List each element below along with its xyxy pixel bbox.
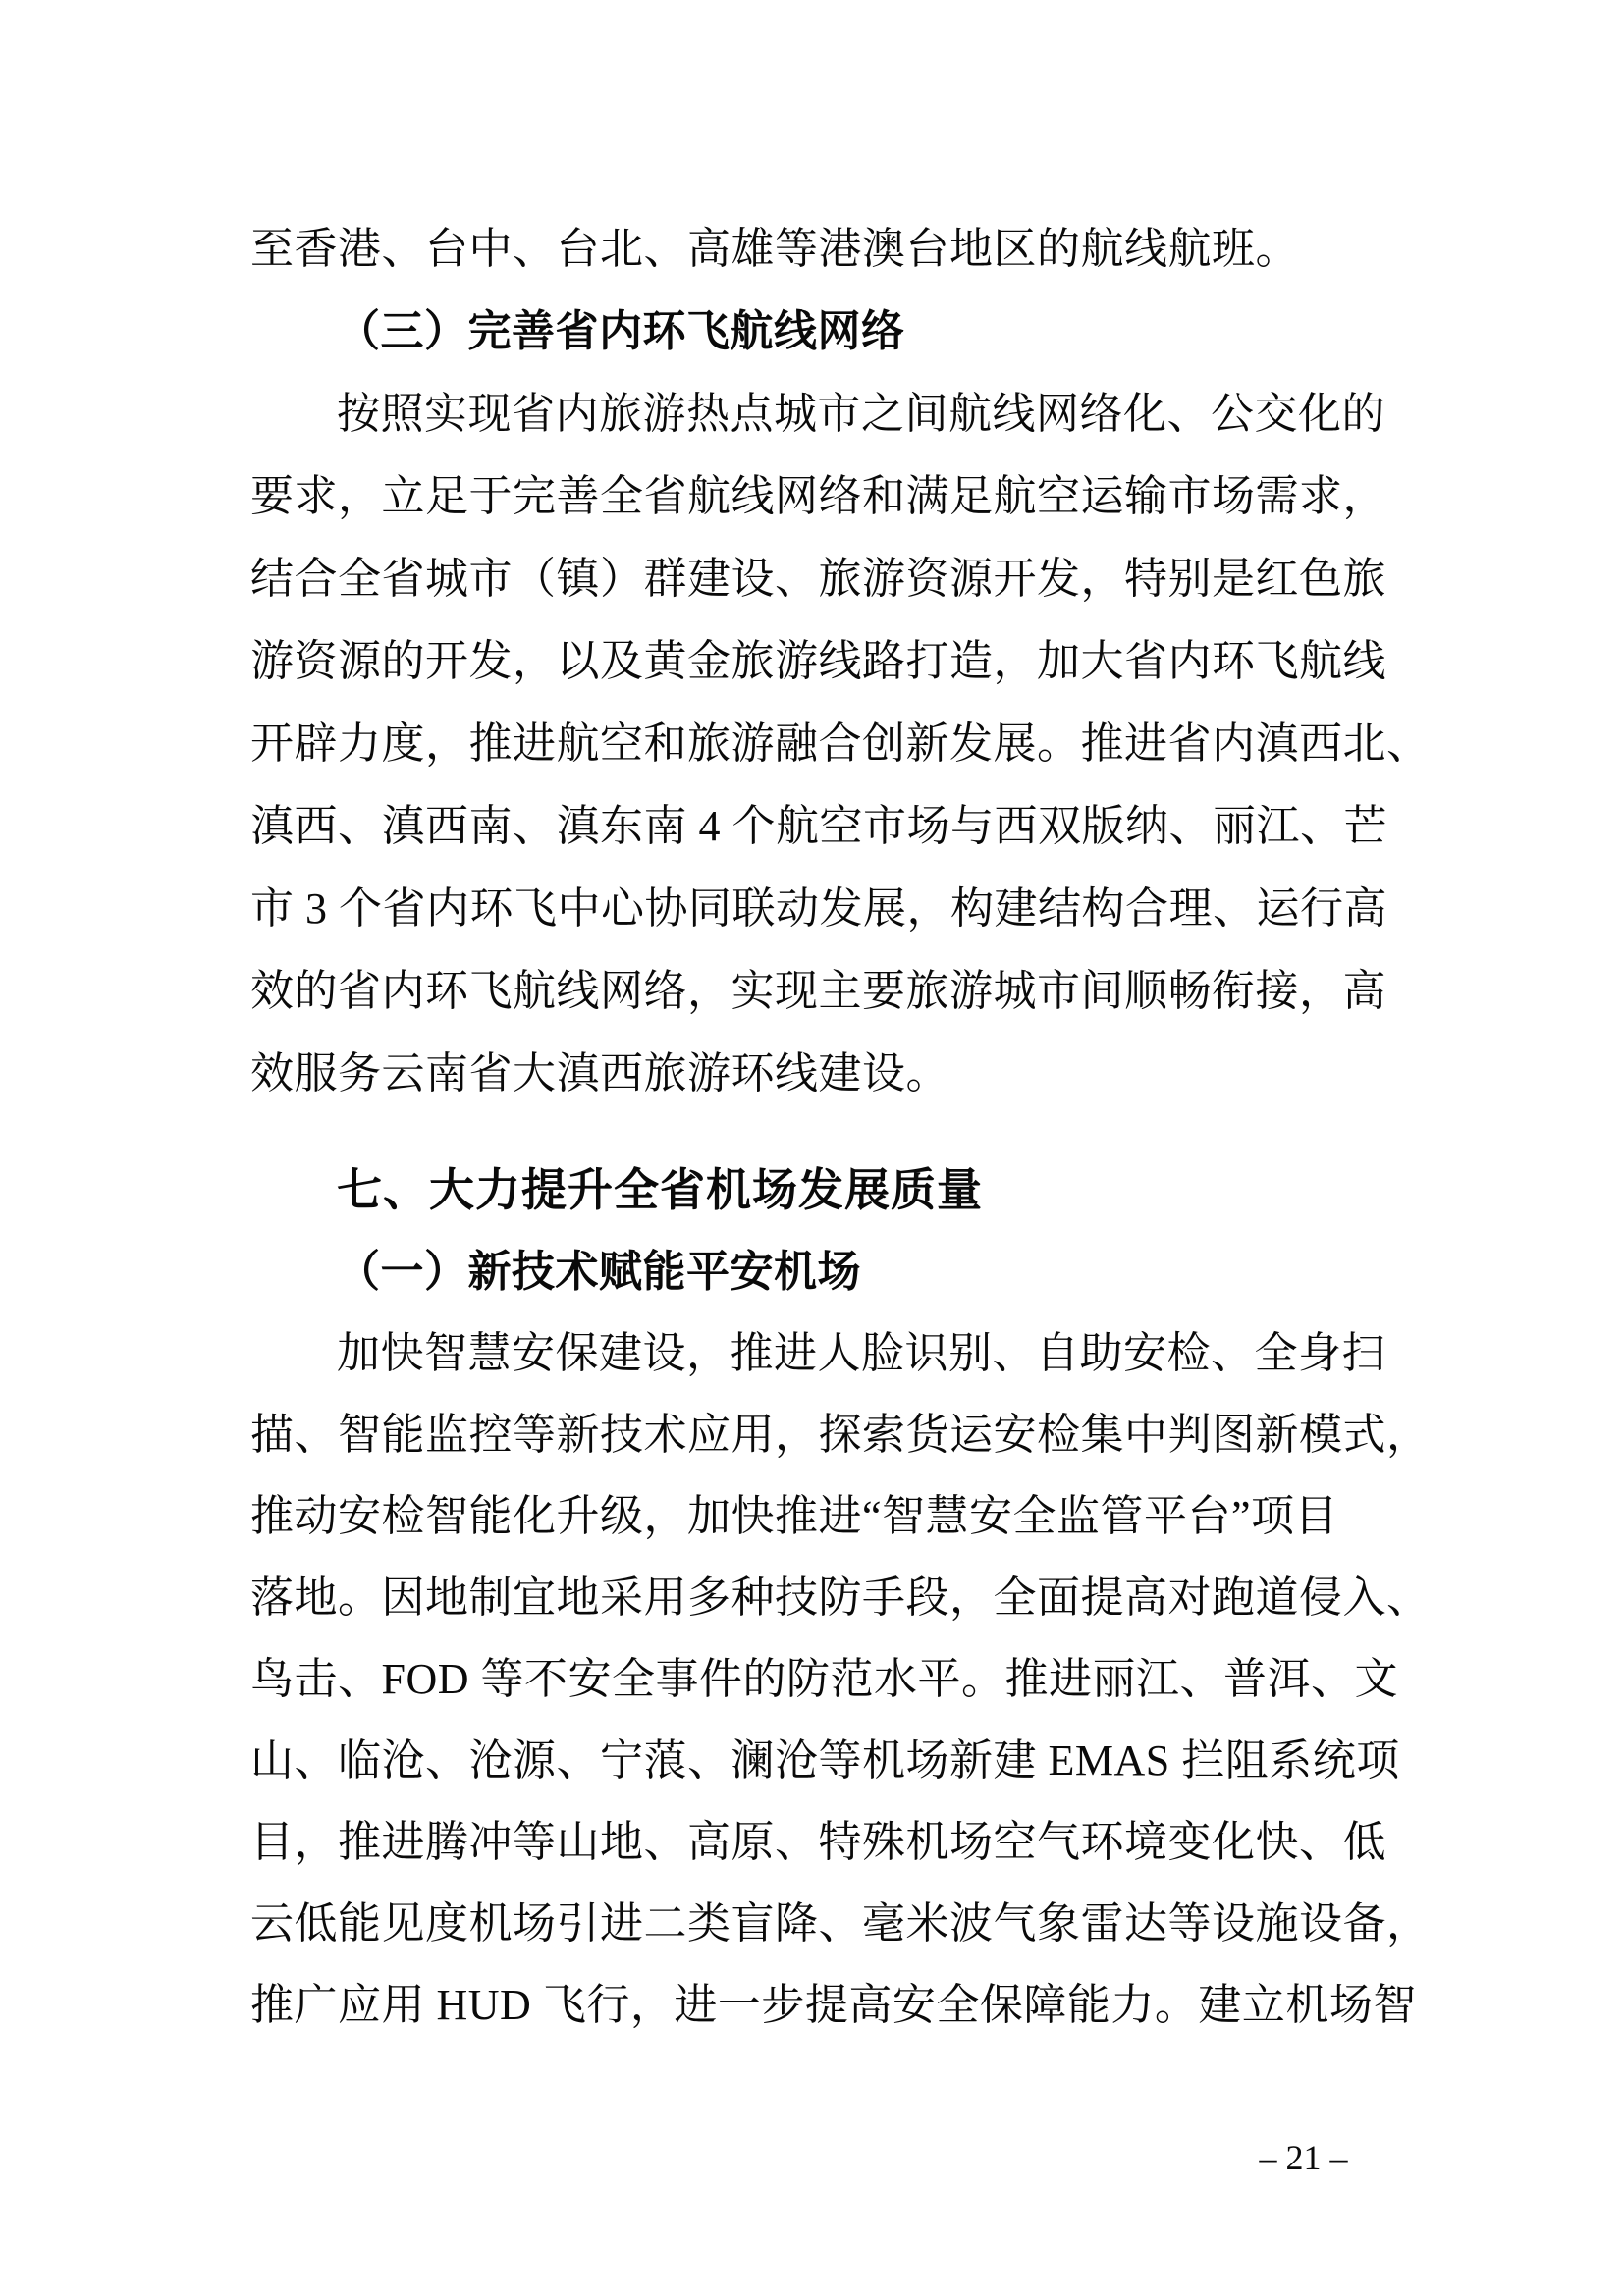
document-text-block bbox=[250, 208, 1431, 2046]
body-text-line: 推广应用 HUD 飞行，进一步提高安全保障能力。建立机场智 bbox=[250, 1981, 1417, 2029]
sub-heading: （一）新技术赋能平安机场 bbox=[337, 1248, 861, 1296]
body-text-line: 开辟力度，推进航空和旅游融合创新发展。推进省内滇西北、 bbox=[250, 720, 1431, 768]
body-text-line: 推动安检智能化升级，加快推进“智慧安全监管平台”项目 bbox=[250, 1492, 1339, 1540]
body-text-line: 要求，立足于完善全省航线网络和满足航空运输市场需求， bbox=[250, 472, 1386, 520]
body-text-line: 加快智慧安保建设，推进人脸识别、自助安检、全身扫 bbox=[337, 1329, 1385, 1377]
body-text-line: 效服务云南省大滇西旅游环线建设。 bbox=[250, 1049, 949, 1097]
text-section-bottom bbox=[250, 1231, 1431, 2046]
body-text-line: 按照实现省内旅游热点城市之间航线网络化、公交化的 bbox=[337, 390, 1385, 438]
page-number: – 21 – bbox=[1259, 2138, 1348, 2177]
body-text-line: 云低能见度机场引进二类盲降、毫米波气象雷达等设施设备， bbox=[250, 1899, 1431, 1948]
body-text-line: 游资源的开发，以及黄金旅游线路打造，加大省内环飞航线 bbox=[250, 637, 1386, 685]
body-text-line: 描、智能监控等新技术应用，探索货运安检集中判图新模式， bbox=[250, 1411, 1431, 1459]
body-text-line: 结合全省城市（镇）群建设、旅游资源开发，特别是红色旅 bbox=[250, 555, 1386, 603]
body-text-line: 山、临沧、沧源、宁蒗、澜沧等机场新建 EMAS 拦阻系统项 bbox=[250, 1736, 1400, 1785]
body-text-line: 效的省内环飞航线网络，实现主要旅游城市间顺畅衔接，高 bbox=[250, 967, 1386, 1015]
body-text-line: 落地。因地制宜地采用多种技防手段，全面提高对跑道侵入、 bbox=[250, 1574, 1431, 1622]
body-text-line: 目，推进腾冲等山地、高原、特殊机场空气环境变化快、低 bbox=[250, 1818, 1386, 1866]
body-text-line: 滇西、滇西南、滇东南 4 个航空市场与西双版纳、丽江、芒 bbox=[250, 802, 1387, 850]
body-text-line: 市 3 个省内环飞中心协同联动发展，构建结构合理、运行高 bbox=[250, 884, 1387, 933]
sub-heading: （三）完善省内环飞航线网络 bbox=[337, 307, 905, 355]
body-text-line: 至香港、台中、台北、高雄等港澳台地区的航线航班。 bbox=[250, 225, 1299, 273]
section-heading: 七、大力提升全省机场发展质量 bbox=[337, 1164, 983, 1215]
body-text-line: 鸟击、FOD 等不安全事件的防范水平。推进丽江、普洱、文 bbox=[250, 1655, 1399, 1703]
text-section-top bbox=[250, 208, 1431, 1115]
